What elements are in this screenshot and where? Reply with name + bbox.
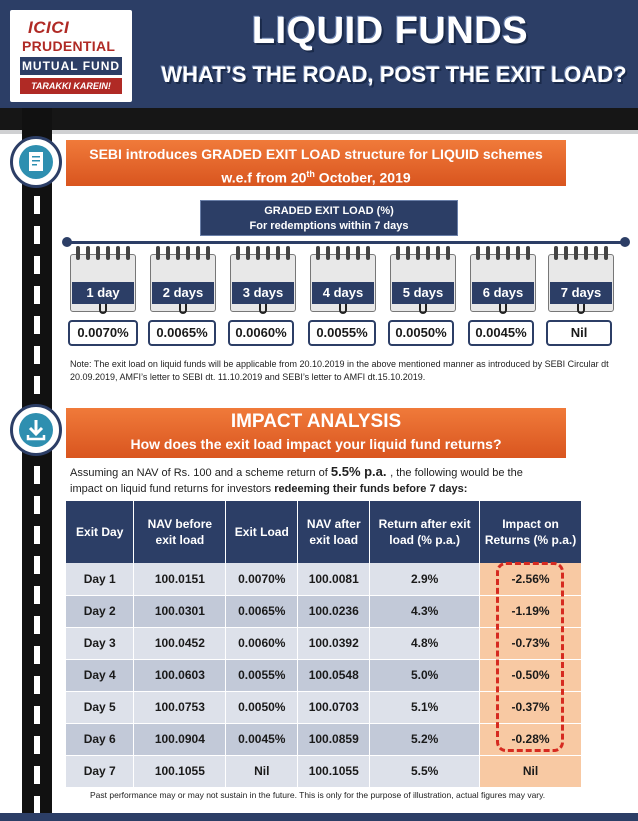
- impact-subtitle: How does the exit load impact your liquid fund returns?: [130, 436, 502, 452]
- table-cell: 100.0392: [298, 627, 370, 659]
- table-cell: Day 5: [66, 691, 134, 723]
- exit-load-note: Note: The exit load on liquid funds will be applicable from 20.10.2019 in the above mentioned manner as introduced by SEBI Circular dt 20.09.2019, AMFI’s letter to SEBI dt. 11.10.2019 and SEBI’s letter to AMFI dt.15.10.2019.: [70, 359, 609, 382]
- graded-box-line2: For redemptions within 7 days: [249, 220, 409, 232]
- road-dash: [34, 706, 40, 724]
- table-cell: 100.0081: [298, 563, 370, 595]
- table-cell: Day 1: [66, 563, 134, 595]
- graded-exit-load-box: [200, 200, 458, 236]
- calendar-icon: [150, 246, 216, 312]
- table-cell: 0.0045%: [226, 723, 298, 755]
- logo-mutual-fund: MUTUAL FUND: [21, 59, 121, 73]
- road-dash: [34, 256, 40, 274]
- table-cell: 100.0452: [134, 627, 226, 659]
- table-cell: Nil: [226, 755, 298, 787]
- calendar-icon: [390, 246, 456, 312]
- road-dash: [34, 676, 40, 694]
- exit-load-value: 0.0050%: [388, 320, 454, 346]
- road-dash: [34, 196, 40, 214]
- disclaimer-footnote: Past performance may or may not sustain in the future. This is only for the purpose of illustration, actual figures may vary.: [90, 790, 546, 800]
- sebi-banner-line2: w.e.f from 20th October, 2019: [221, 169, 411, 186]
- table-cell: 100.0904: [134, 723, 226, 755]
- day-label: 4 days: [312, 282, 374, 304]
- column-header: Impact on Returns (% p.a.): [480, 501, 582, 563]
- exit-load-value: 0.0065%: [148, 320, 216, 346]
- page-subtitle: WHAT’S THE ROAD, POST THE EXIT LOAD?: [161, 62, 627, 87]
- table-cell: Day 2: [66, 595, 134, 627]
- impact-intro: Assuming an NAV of Rs. 100 and a scheme return of 5.5% p.a. , the following would be the impact on liquid fund returns for investors redeeming their funds before 7 days:: [70, 464, 523, 495]
- table-cell: 100.0301: [134, 595, 226, 627]
- table-cell: 4.3%: [370, 595, 480, 627]
- table-row: [66, 755, 582, 787]
- road-dash: [34, 616, 40, 634]
- table-cell: 5.0%: [370, 659, 480, 691]
- day-label: 3 days: [232, 282, 294, 304]
- road-dash: [34, 226, 40, 244]
- road-dash: [34, 586, 40, 604]
- road-dash: [34, 496, 40, 514]
- table-cell: -0.28%: [480, 723, 582, 755]
- table-cell: 0.0050%: [226, 691, 298, 723]
- header-divider: [0, 108, 638, 130]
- table-cell: Day 7: [66, 755, 134, 787]
- day-label: 7 days: [550, 282, 612, 304]
- exit-load-value: 0.0045%: [468, 320, 534, 346]
- road-dash: [34, 556, 40, 574]
- impact-title: IMPACT ANALYSIS: [230, 411, 402, 432]
- exit-load-value: 0.0055%: [308, 320, 376, 346]
- table-cell: Day 3: [66, 627, 134, 659]
- exit-load-value: 0.0060%: [228, 320, 294, 346]
- page-title: LIQUID FUNDS: [251, 10, 529, 52]
- exit-load-value: Nil: [546, 320, 612, 346]
- calendar-icon: [548, 246, 614, 312]
- table-cell: 100.0548: [298, 659, 370, 691]
- table-cell: 5.5%: [370, 755, 480, 787]
- table-cell: 100.0753: [134, 691, 226, 723]
- road-dash: [34, 376, 40, 394]
- table-cell: 100.0859: [298, 723, 370, 755]
- table-cell: 100.0703: [298, 691, 370, 723]
- table-cell: 100.0151: [134, 563, 226, 595]
- table-cell: 5.2%: [370, 723, 480, 755]
- road-dash: [34, 316, 40, 334]
- column-header: Exit Day: [66, 501, 134, 563]
- road-dash: [34, 646, 40, 664]
- table-cell: -1.19%: [480, 595, 582, 627]
- table-cell: 5.1%: [370, 691, 480, 723]
- table-cell: -0.37%: [480, 691, 582, 723]
- table-cell: 4.8%: [370, 627, 480, 659]
- impact-banner: [66, 408, 566, 458]
- impact-highlight-box: [496, 562, 564, 752]
- graded-box-line1: GRADED EXIT LOAD (%): [264, 205, 394, 217]
- table-cell: 0.0070%: [226, 563, 298, 595]
- day-label: 1 day: [72, 282, 134, 304]
- day-label: 2 days: [152, 282, 214, 304]
- grey-separator: [0, 130, 638, 134]
- calendar-icon: [70, 246, 136, 312]
- road-dash: [34, 526, 40, 544]
- calendar-icon: [230, 246, 296, 312]
- table-cell: 2.9%: [370, 563, 480, 595]
- column-header: Exit Load: [226, 501, 298, 563]
- table-header-row: [66, 501, 582, 563]
- logo-tagline: TARAKKI KAREIN!: [20, 78, 122, 94]
- road-dash: [34, 346, 40, 364]
- document-icon: [10, 136, 62, 188]
- timeline-line: [66, 241, 626, 244]
- day-label: 6 days: [472, 282, 534, 304]
- road-dash: [34, 466, 40, 484]
- road-dash: [34, 736, 40, 754]
- road-dash: [34, 286, 40, 304]
- download-icon: [10, 404, 62, 456]
- table-cell: Day 4: [66, 659, 134, 691]
- day-label: 5 days: [392, 282, 454, 304]
- header-banner: [0, 0, 638, 108]
- logo-brand: ICICI: [28, 18, 70, 37]
- table-cell: 0.0060%: [226, 627, 298, 659]
- table-cell: -0.73%: [480, 627, 582, 659]
- table-cell: -2.56%: [480, 563, 582, 595]
- table-cell: 100.0236: [298, 595, 370, 627]
- table-cell: 100.1055: [298, 755, 370, 787]
- table-cell: Nil: [480, 755, 582, 787]
- sebi-banner-line1: SEBI introduces GRADED EXIT LOAD structure for LIQUID schemes: [89, 146, 543, 162]
- bottom-bar: [0, 813, 638, 821]
- table-cell: 0.0065%: [226, 595, 298, 627]
- table-cell: Day 6: [66, 723, 134, 755]
- exit-load-value: 0.0070%: [68, 320, 138, 346]
- column-header: Return after exit load (% p.a.): [370, 501, 480, 563]
- table-cell: 0.0055%: [226, 659, 298, 691]
- calendar-icon: [310, 246, 376, 312]
- road-dash: [34, 796, 40, 814]
- timeline-end-dot: [620, 237, 630, 247]
- table-cell: 100.1055: [134, 755, 226, 787]
- sebi-banner: [66, 140, 566, 186]
- calendar-icon: [470, 246, 536, 312]
- logo-sub: PRUDENTIAL: [22, 38, 116, 54]
- table-cell: 100.0603: [134, 659, 226, 691]
- road-dash: [34, 766, 40, 784]
- column-header: NAV before exit load: [134, 501, 226, 563]
- table-cell: -0.50%: [480, 659, 582, 691]
- column-header: NAV after exit load: [298, 501, 370, 563]
- icici-prudential-logo: [10, 10, 132, 102]
